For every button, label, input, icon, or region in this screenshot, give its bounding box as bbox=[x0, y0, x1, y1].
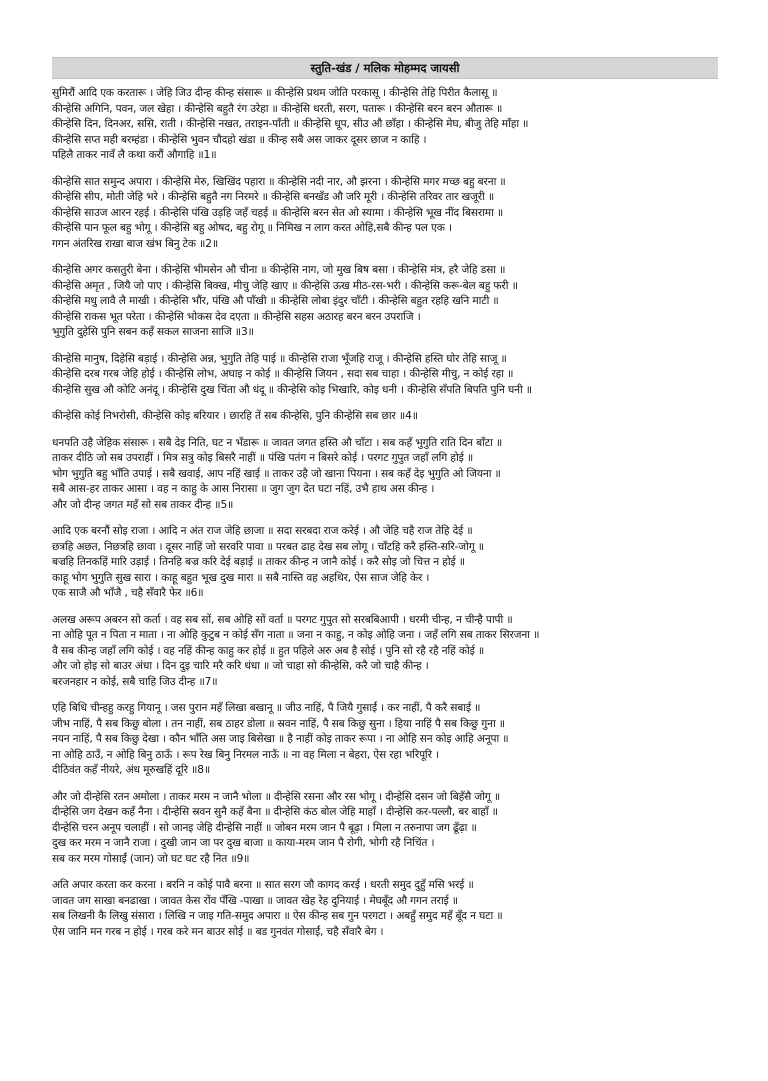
verse-line: कीन्हेसि सीप, मोती जेहि भरे । कीन्हेसि बहुतै नग निरमरे ॥ कीन्हेसि बनखँड औ जरि मूरी । कीन्हेसि तरिवर तार खजूरी ॥ bbox=[52, 191, 495, 203]
verse-line: गगन अंतरिख राखा बाज खंभ बिनु टेक ॥2॥ bbox=[52, 237, 219, 250]
verse-line: बज्रहि तिनकहिं मारि उड़ाई । तिनहि बज्र करि देई बड़ाई ॥ ताकर कीन्ह न जानै कोई । करै सोइ जो चित्त न होई ॥ bbox=[52, 556, 465, 568]
verse-line: भुगुति दुहेसि पुनि सबन कहँ सकल साजना साजि ॥3॥ bbox=[52, 326, 254, 338]
verse-line: सुमिरौं आदि एक करतारू । जेहि जिउ दीन्ह कीन्ह संसारू ॥ कीन्हेसि प्रथम जोति परकासू । कीन्हेसि तेहि पिरीत कैलासू ॥ bbox=[52, 87, 498, 99]
verse-line: धनपति उहै जेहिक संसारू । सबै देइ निति, घट न भँडारू ॥ जावत जगत हस्ति औ चाँटा । सब कहँ भुगुति राति दिन बाँटा ॥ bbox=[52, 436, 503, 449]
verse-line: कीन्हेसि सप्त मही बरम्हंडा । कीन्हेसि भुवन चौदहो खंडा ॥ कीन्ह सबै अस जाकर दूसर छाज न काहि । bbox=[52, 133, 427, 146]
verse-line: पहिलै ताकर नावँ लै कथा करौं औगाहि ॥1॥ bbox=[52, 149, 217, 161]
verse-line: सबै आस-हर ताकर आसा । वह न काहु के आस निरासा ॥ जुग जुग देत घटा नहिं, उभै हाथ अस कीन्ह । bbox=[52, 483, 435, 495]
verse-line: भोग भुगुति बहु भाँति उपाई । सबै खवाई, आप नहिं खाई ॥ ताकर उहै जो खाना पियना । सब कहँ देइ भुगुति ओ जियना ॥ bbox=[52, 467, 501, 480]
verse-line: ना ओहि पूत न पिता न माता । ना ओहि कुटुब न कोई सँग नाता ॥ जना न काहु, न कोइ ओहि जना । जहँ लगि सब ताकर सिरजना ॥ bbox=[52, 629, 540, 641]
verse-line: जावत जग साखा बनढाखा । जावत केस रोंव पँखि -पाखा ॥ जावत खेह रेह दुनियाई । मेघबूँद औ गगन तराई ॥ bbox=[52, 894, 459, 907]
verse-line: अलख अरूप अबरन सो कर्ता । वह सब सों, सब ओहि सों वर्ता ॥ परगट गुपुत सो सरबबिआपी । धरमी चीन्ह, न चीन्है पापी ॥ bbox=[52, 613, 513, 626]
verse-line: एक साजै औ भाँजै , चहै सँवारै फेर ॥6॥ bbox=[52, 587, 204, 599]
stanza bbox=[52, 701, 718, 779]
verse-line: कीन्हेसि सुख औ कोटि अनंदू । कीन्हेसि दुख चिंता औ धंदू ॥ कीन्हेसि कोइ भिखारि, कोइ धनी । कीन्हेसि सँपति बिपति पुनि घनी ॥ bbox=[52, 383, 532, 396]
verse-line: कीन्हेसि मधु लावै लै माखी । कीन्हेसि भौंर, पंखि औ पाँखी ॥ कीन्हेसि लोबा इंदुर चाँटी । कीन्हेसि बहुत रहहि खनि माटी ॥ bbox=[52, 295, 499, 307]
verse-line: कीन्हेसि राकस भूत परेता । कीन्हेसि भोकस देव दएता ॥ कीन्हेसि सहस अठारह बरन बरन उपराजि । bbox=[52, 310, 421, 323]
verse-line: ताकर दीठि जो सब उपराहीं । मित्र सत्रु कोइ बिसरै नाहीं ॥ पंखि पतंग न बिसरे कोई । परगट गुपुत जहाँ लगि होई ॥ bbox=[52, 452, 474, 464]
stanza bbox=[52, 613, 718, 691]
verse-line: कीन्हेसि मानुष, दिहेसि बड़ाई । कीन्हेसि अन्न, भुगुति तेहि पाई ॥ कीन्हेसि राजा भूँजहि राजू । कीन्हेसि हस्ति घोर तेहि साजू ॥ bbox=[52, 352, 507, 365]
verse-line: ना ओहि ठाउँ, न ओहि बिनु ठाऊँ । रूप रेख बिनु निरमल नाऊँ ॥ ना वह मिला न बेहरा, ऐस रहा भरिपूरि । bbox=[52, 748, 439, 761]
verse-line: जीभ नाहिं, पै सब किछु बोला । तन नाहीं, सब ठाहर डोला ॥ स्रवन नाहिं, पै सब किछु सुना । हिया नाहिं पै सब किछु गुना ॥ bbox=[52, 717, 506, 730]
verse-line: कीन्हेसि अमृत , जियै जो पाए । कीन्हेसि बिक्ख, मीचु जेहि खाए ॥ कीन्हेसि ऊख मीठ-रस-भरी । कीन्हेसि करू-बेल बहु फरी ॥ bbox=[52, 279, 518, 292]
verse-line: सब कर मरम गोसाईं (जान) जो घट घट रहै नित ॥9॥ bbox=[52, 852, 250, 865]
verse-line: और जो दीन्हेसि रतन अमोला । ताकर मरम न जानै भोला ॥ दीन्हेसि रसना और रस भोगू । दीन्हेसि दसन जो बिहँसै जोगू ॥ bbox=[52, 790, 501, 803]
stanza bbox=[52, 878, 718, 940]
verse-line: कीन्हेसि अगिनि, पवन, जल खेहा । कीन्हेसि बहुतै रंग उरेहा ॥ कीन्हेसि धरती, सरग, पतारू । कीन्हेसि बरन बरन औतारू ॥ bbox=[52, 102, 503, 115]
stanza bbox=[52, 790, 718, 868]
verse-line: आदि एक बरनौं सोइ राजा । आदि न अंत राज जेहि छाजा ॥ सदा सरबदा राज करेई । औ जेहि चहै राज तेहि देई ॥ bbox=[52, 525, 473, 537]
stanza bbox=[52, 524, 718, 602]
poem-body bbox=[52, 86, 718, 940]
document-page bbox=[0, 57, 768, 1081]
stanza bbox=[52, 409, 718, 425]
stanza bbox=[52, 352, 718, 399]
stanza bbox=[52, 263, 718, 341]
verse-line: दीठिवंत कहँ नीयरे, अंध मूरुखहिं दूरि ॥8॥ bbox=[52, 764, 211, 776]
verse-line: दुख कर मरम न जानै राजा । दुखी जान जा पर दुख बाजा ॥ काया-मरम जान पै रोगी, भोगी रहै निचिंत । bbox=[52, 837, 435, 849]
verse-line: एहि बिधि चीन्हहु करहु गियानू । जस पुरान महँ लिखा बखानू ॥ जीउ नाहिं, पै जियै गुसाईं । कर नाहीं, पै करै सबाई ॥ bbox=[52, 702, 481, 714]
verse-line: बरजनहार न कोई, सबै चाहि जिउ दीन्ह ॥7॥ bbox=[52, 675, 218, 688]
stanza bbox=[52, 175, 718, 253]
verse-line: ऐस जानि मन गरब न होई । गरब करे मन बाउर सोई ॥ बड गुनवंत गोसाईं, चहै सँवारै बेग । bbox=[52, 925, 384, 938]
verse-line: और जो दीन्ह जगत महँ सो सब ताकर दीन्ह ॥5॥ bbox=[52, 498, 234, 511]
verse-line: वै सब कीन्ह जहाँ लगि कोई । वह नहिं कीन्ह काहु कर होई ॥ हुत पहिले अरु अब है सोई । पुनि सो रहै रहै नहिं कोई ॥ bbox=[52, 644, 485, 657]
verse-line: सब लिखनी कै लिखु संसारा । लिखि न जाइ गति-समुद अपारा ॥ ऐस कीन्ह सब गुन परगटा । अबहुँ समुद महँ बूँद न घटा ॥ bbox=[52, 910, 503, 922]
verse-line: अति अपार करता कर करना । बरनि न कोई पावै बरना ॥ सात सरग जौ कागद करई । धरती समुद दुहुँ मसि भरई ॥ bbox=[52, 879, 474, 891]
verse-line: कीन्हेसि दिन, दिनअर, ससि, राती । कीन्हेसि नखत, तराइन-पाँती ॥ कीन्हेसि धूप, सीउ औ छाँहा । कीन्हेसि मेघ, बीजु तेहि माँहा ॥ bbox=[52, 118, 529, 130]
verse-line: और जो होइ सो बाउर अंधा । दिन दुइ चारि मरै करि धंधा ॥ जो चाहा सो कीन्हेसि, करै जो चाहै कीन्ह । bbox=[52, 660, 429, 672]
title-bar bbox=[52, 57, 718, 79]
verse-line: नयन नाहिं, पै सब किछु देखा । कौन भाँति अस जाइ बिसेखा ॥ है नाहीं कोइ ताकर रूपा । ना ओहि सन कोइ आहि अनूपा ॥ bbox=[52, 733, 509, 745]
stanza bbox=[52, 86, 718, 164]
verse-line: कीन्हेसि सात समुन्द अपारा । कीन्हेसि मेरु, खिखिंद पहारा ॥ कीन्हेसि नदी नार, औ झरना । कीन्हेसि मगर मच्छ बहु बरना ॥ bbox=[52, 175, 506, 188]
verse-line: कीन्हेसि कोई निभरोसी, कीन्हेसि कोइ बरियार । छारहि तें सब कीन्हेसि, पुनि कीन्हेसि सब छार ॥4॥ bbox=[52, 410, 418, 422]
verse-line: कीन्हेसि साउज आरन रहई । कीन्हेसि पंखि उड़हि जहँ चहई ॥ कीन्हेसि बरन सेत ओ स्यामा । कीन्हेसि भूख नींद बिसरामा ॥ bbox=[52, 206, 504, 219]
page-title: स्तुति-खंड / मलिक मोहम्मद जायसी bbox=[310, 60, 460, 75]
stanza bbox=[52, 436, 718, 514]
verse-line: दीन्हेसि जग देखन कहँ नैना । दीन्हेसि स्रवन सुनै कहँ बैना ॥ दीन्हेसि कंठ बोल जेहि माहाँ । दीन्हेसि कर-पल्लौ, बर बाहाँ ॥ bbox=[52, 806, 498, 818]
verse-line: दीन्हेसि चरन अनूप चलाहीं । सो जानइ जेहि दीन्हेसि नाहीं ॥ जोबन मरम जान पै बूढ़ा । मिला न तरुनापा जग ढूँढ़ा ॥ bbox=[52, 821, 477, 834]
verse-line: कीन्हेसि दरब गरब जेहि होई । कीन्हेसि लोभ, अघाइ न कोई ॥ कीन्हेसि जियन , सदा सब चाहा । कीन्हेसि मीचु, न कोई रहा ॥ bbox=[52, 368, 514, 380]
verse-line: कीन्हेसि अगर कसतुरी बेना । कीन्हेसि भीमसेन औ चीना ॥ कीन्हेसि नाग, जो मुख बिष बसा । कीन्हेसि मंत्र, हरै जेहि डसा ॥ bbox=[52, 264, 506, 276]
verse-line: काहू भोग भुगुति सुख सारा । काहू बहुत भूख दुख मारा ॥ सबै नास्ति वह अहथिर, ऐस साज जेहि केर । bbox=[52, 571, 430, 584]
verse-line: कीन्हेसि पान फूल बहु भोगू । कीन्हेसि बहु ओषद, बहु रोगू ॥ निमिख न लाग करत ओहि,सबै कीन्ह पल एक । bbox=[52, 222, 452, 234]
verse-line: छत्रहि अछत, निछत्रहि छावा । दूसर नाहिं जो सरवरि पावा ॥ परबत ढाह देख सब लोगू । चाँटहि करै हस्ति-सरि-जोगू ॥ bbox=[52, 540, 484, 553]
